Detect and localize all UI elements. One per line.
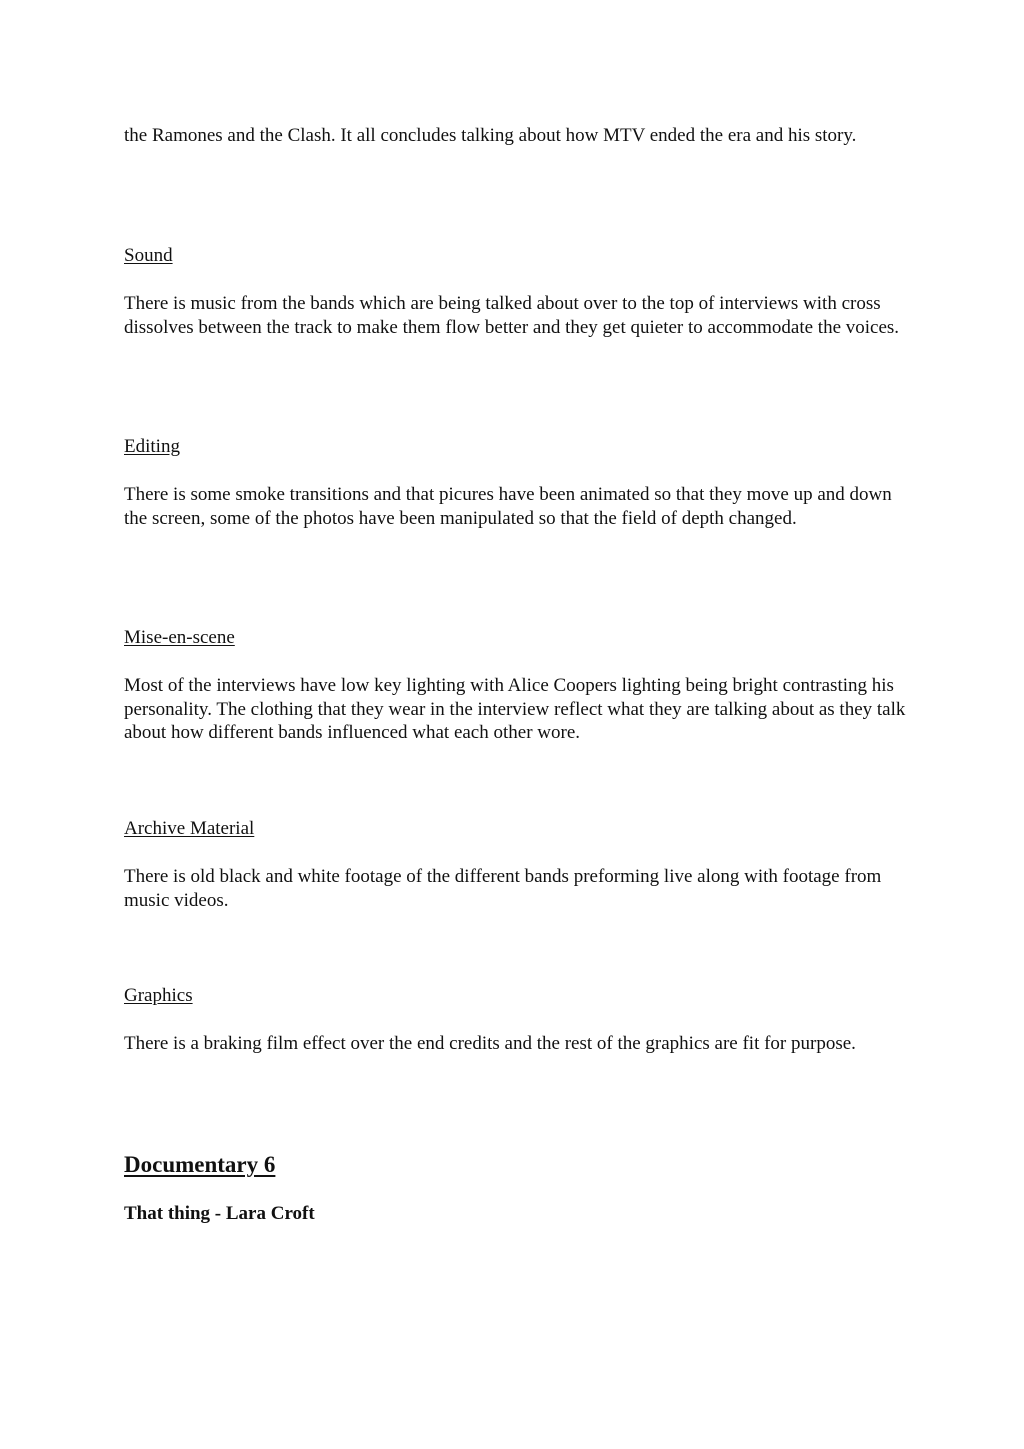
section-body-archive-material: There is old black and white footage of the different bands preforming live along with footage from music videos. xyxy=(124,866,882,911)
section-body-sound: There is music from the bands which are being talked about over to the top of interviews with cross dissolves between the track to make them flow better and they get quieter to accommodate the voices. xyxy=(124,293,900,338)
section-heading-archive-material: Archive Material xyxy=(124,818,255,839)
documentary-title: Documentary 6 xyxy=(124,1152,276,1177)
section-body-mise-en-scene: Most of the interviews have low key lighting with Alice Coopers lighting being bright contrasting his personality. The clothing that they wear in the interview reflect what they are talking about as they talk about how different bands influenced what each other wore. xyxy=(124,675,906,743)
section-body-editing: There is some smoke transitions and that picures have been animated so that they move up and down the screen, some of the photos have been manipulated so that the field of depth changed. xyxy=(124,484,892,529)
continuation-paragraph: the Ramones and the Clash. It all concludes talking about how MTV ended the era and his story. xyxy=(124,125,857,146)
documentary-subtitle: That thing - Lara Croft xyxy=(124,1203,315,1224)
section-heading-graphics: Graphics xyxy=(124,985,193,1006)
section-heading-mise-en-scene: Mise-en-scene xyxy=(124,627,235,648)
section-body-graphics: There is a braking film effect over the end credits and the rest of the graphics are fit for purpose. xyxy=(124,1033,856,1054)
section-heading-sound: Sound xyxy=(124,245,173,266)
section-heading-editing: Editing xyxy=(124,436,180,457)
